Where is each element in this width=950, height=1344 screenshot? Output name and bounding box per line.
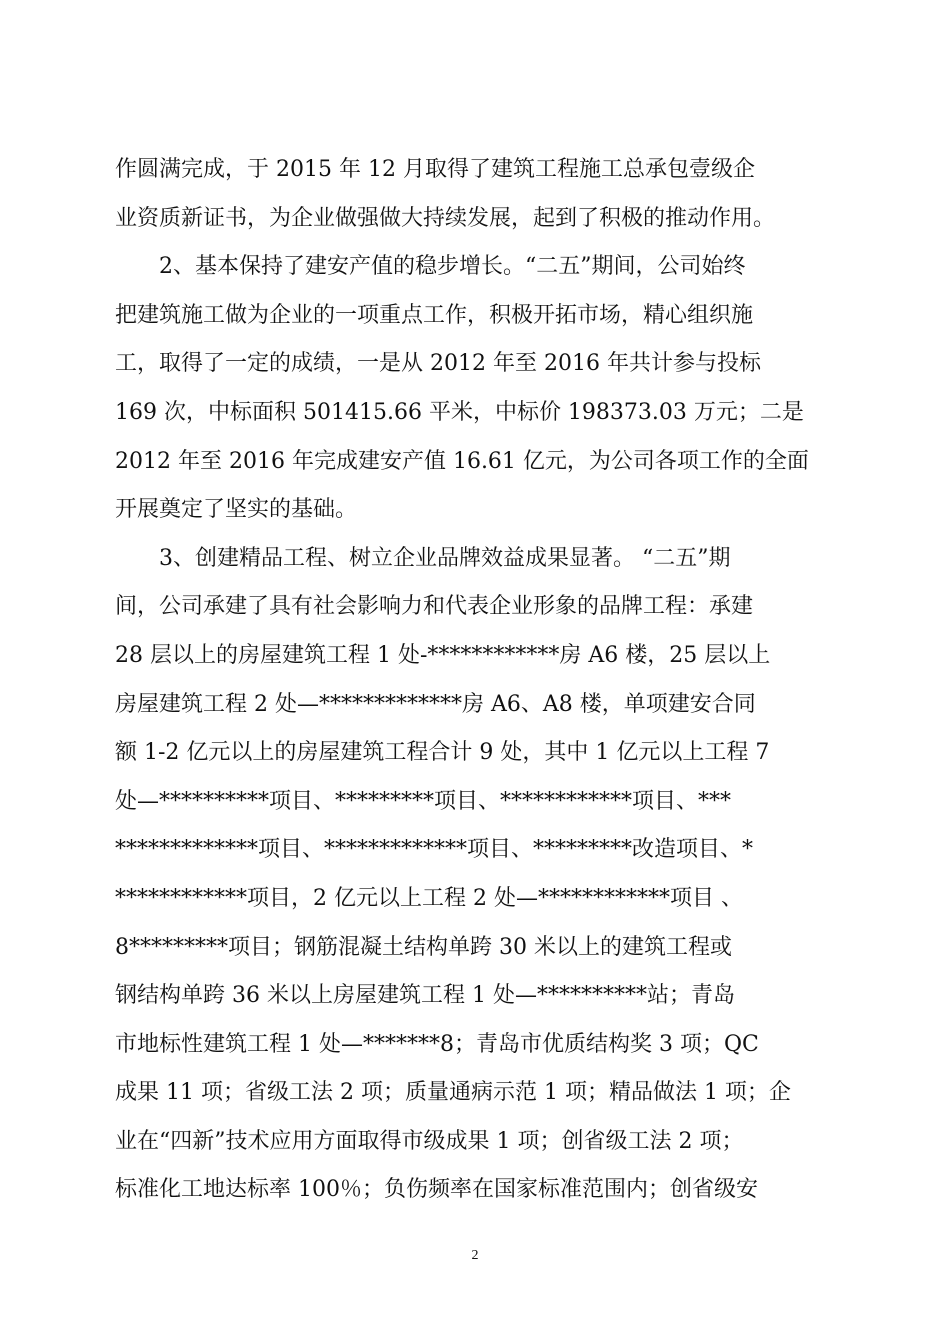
text-line: 169 次，中标面积 501415.66 平米，中标价 198373.03 万元；二是: [115, 399, 804, 425]
text-line: 钢结构单跨 36 米以上房屋建筑工程 1 处—**********站；青岛: [115, 983, 735, 1009]
text-line: 处—**********项目、*********项目、************项目、***: [115, 788, 732, 814]
page-number: 2: [471, 1248, 479, 1263]
text-line: 间，公司承建了具有社会影响力和代表企业形象的品牌工程：承建: [115, 594, 754, 620]
text-line: 额 1-2 亿元以上的房屋建筑工程合计 9 处，其中 1 亿元以上工程 7: [115, 740, 770, 766]
text-line: 作圆满完成，于 2015 年 12 月取得了建筑工程施工总承包壹级企: [115, 157, 755, 182]
text-line: 3、创建精品工程、树立企业品牌效益成果显著。 “二五”期: [115, 545, 731, 571]
text-line: ************项目，2 亿元以上工程 2 处—************项目 、: [115, 885, 743, 911]
text-line: 8*********项目；钢筋混凝土结构单跨 30 米以上的建筑工程或: [115, 934, 732, 960]
text-line: 28 层以上的房屋建筑工程 1 处-************房 A6 楼，25 层以上: [115, 642, 771, 668]
text-line: 标准化工地达标率 100％；负伤频率在国家标准范围内；创省级安: [115, 1177, 758, 1203]
text-line: 业在“四新”技术应用方面取得市级成果 1 项；创省级工法 2 项；: [115, 1128, 744, 1154]
text-line: *************项目、*************项目、*********改造项目、*: [115, 837, 754, 863]
body-text: [115, 146, 835, 1215]
text-line: 2、基本保持了建安产值的稳步增长。“二五”期间，公司始终: [115, 254, 746, 280]
text-line: 市地标性建筑工程 1 处—*******8；青岛市优质结构奖 3 项；QC: [115, 1031, 759, 1057]
text-line: 2012 年至 2016 年完成建安产值 16.61 亿元，为公司各项工作的全面: [115, 448, 809, 474]
text-line: 把建筑施工做为企业的一项重点工作，积极开拓市场，精心组织施: [115, 302, 754, 328]
text-line: 开展奠定了坚实的基础。: [115, 497, 358, 523]
text-line: 业资质新证书，为企业做强做大持续发展，起到了积极的推动作用。: [115, 205, 776, 231]
text-line: 工，取得了一定的成绩，一是从 2012 年至 2016 年共计参与投标: [115, 351, 761, 377]
text-line: 成果 11 项；省级工法 2 项；质量通病示范 1 项；精品做法 1 项；企: [115, 1080, 791, 1106]
text-line: 房屋建筑工程 2 处—*************房 A6、A8 楼，单项建安合同: [115, 691, 756, 717]
